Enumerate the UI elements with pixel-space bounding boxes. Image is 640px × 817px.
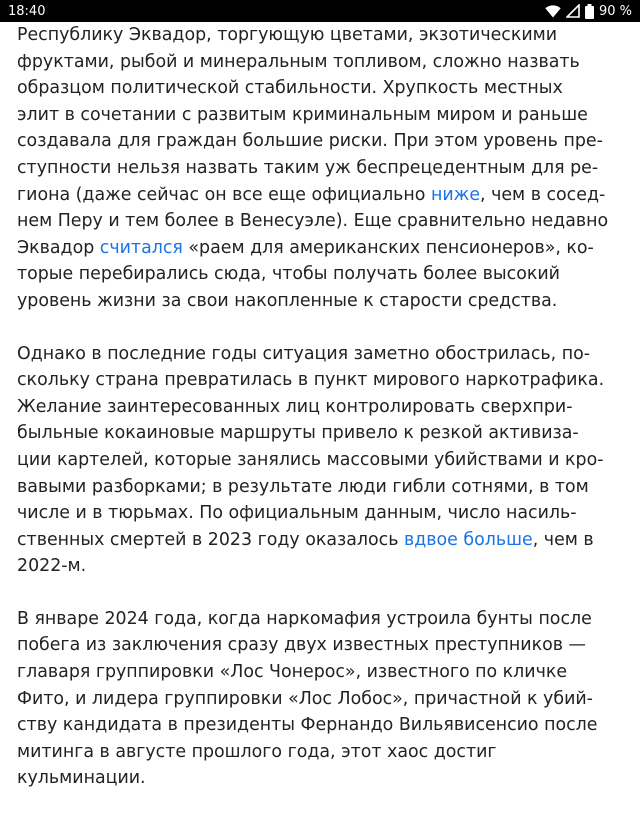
text-line	[17, 447, 623, 474]
text-segment: числе и в тюрьмах. По официальным данным, число насиль-	[17, 503, 577, 524]
text-segment: вавыми разборками; в результате люди гибли сотнями, в том	[17, 476, 589, 497]
battery-icon	[585, 4, 594, 19]
text-line	[17, 632, 623, 659]
article-paragraph	[17, 341, 623, 580]
text-line	[17, 261, 623, 288]
text-segment: главаря группировки «Лос Чонерос», известного по кличке	[17, 662, 568, 683]
text-line	[17, 765, 623, 792]
text-segment: нем Перу и тем более в Венесуэле). Еще сравнительно недавно	[17, 211, 609, 232]
text-line	[17, 182, 623, 209]
status-time: 18:40	[8, 3, 46, 19]
text-segment: создавала для граждан большие риски. При этом уровень пре-	[17, 131, 603, 152]
text-segment: митинга в августе прошлого года, этот хаос достиг	[17, 741, 497, 762]
text-segment: Фито, и лидера группировки «Лос Лобос», причастной к убий-	[17, 688, 593, 709]
text-line	[17, 102, 623, 129]
text-segment: ству кандидата в президенты Фернандо Вильявисенсио после	[17, 715, 598, 736]
text-line	[17, 367, 623, 394]
text-line	[17, 686, 623, 713]
text-line	[17, 420, 623, 447]
paragraph-gap	[17, 580, 623, 606]
text-line	[17, 288, 623, 315]
text-segment: элит в сочетании с развитым криминальным миром и раньше	[17, 104, 588, 125]
text-segment: , чем в	[532, 529, 594, 550]
text-segment: ции картелей, которые занялись массовыми убийствами и кро-	[17, 449, 604, 470]
text-segment: ступности нельзя назвать таким уж беспрецедентным для ре-	[17, 157, 599, 178]
text-line	[17, 22, 623, 49]
text-line	[17, 527, 623, 554]
text-line	[17, 49, 623, 76]
text-line	[17, 500, 623, 527]
text-segment: быльные кокаиновые маршруты привело к резкой активиза-	[17, 423, 579, 444]
battery-level: 90 %	[598, 3, 632, 19]
text-segment: фруктами, рыбой и минеральным топливом, сложно назвать	[17, 51, 580, 72]
text-line	[17, 208, 623, 235]
text-line	[17, 606, 623, 633]
text-segment: В январе 2024 года, когда наркомафия устроила бунты после	[17, 608, 592, 629]
status-bar	[0, 0, 640, 22]
text-line	[17, 659, 623, 686]
text-line	[17, 553, 623, 580]
text-segment: кульминации.	[17, 768, 146, 789]
text-line	[17, 235, 623, 262]
text-line	[17, 394, 623, 421]
text-segment: ственных смертей в 2023 году оказалось	[17, 529, 404, 550]
text-segment: образцом политической стабильности. Хрупкость местных	[17, 78, 563, 99]
article-paragraph	[17, 22, 623, 315]
inline-link[interactable]: считался	[99, 237, 183, 258]
inline-link[interactable]: ниже	[430, 184, 481, 205]
wifi-icon	[545, 5, 561, 18]
text-segment: Республику Эквадор, торгующую цветами, экзотическими	[17, 25, 558, 45]
article-body	[0, 22, 640, 792]
text-segment: Однако в последние годы ситуация заметно обострилась, по-	[17, 343, 590, 364]
text-line	[17, 474, 623, 501]
status-icons	[545, 4, 632, 19]
text-line	[17, 128, 623, 155]
text-segment: 2022-м.	[17, 556, 87, 577]
text-line	[17, 739, 623, 766]
text-segment: уровень жизни за свои накопленные к старости средства.	[17, 290, 558, 311]
text-segment: Желание заинтересованных лиц контролировать сверхпри-	[17, 396, 573, 417]
text-line	[17, 712, 623, 739]
inline-link[interactable]: вдвое больше	[404, 529, 533, 550]
text-segment: , чем в сосед-	[480, 184, 606, 205]
text-segment: гиона (даже сейчас он все еще официально	[17, 184, 431, 205]
text-line	[17, 75, 623, 102]
text-segment: побега из заключения сразу двух известных преступников —	[17, 635, 586, 656]
signal-icon	[566, 4, 580, 18]
article-paragraph	[17, 606, 623, 792]
text-line	[17, 341, 623, 368]
text-line	[17, 155, 623, 182]
text-segment: Эквадор	[17, 237, 100, 258]
text-segment: скольку страна превратилась в пункт мирового наркотрафика.	[17, 370, 605, 391]
text-segment: торые перебирались сюда, чтобы получать более высокий	[17, 264, 560, 285]
text-segment: «раем для американских пенсионеров», ко-	[182, 237, 594, 258]
paragraph-gap	[17, 315, 623, 341]
